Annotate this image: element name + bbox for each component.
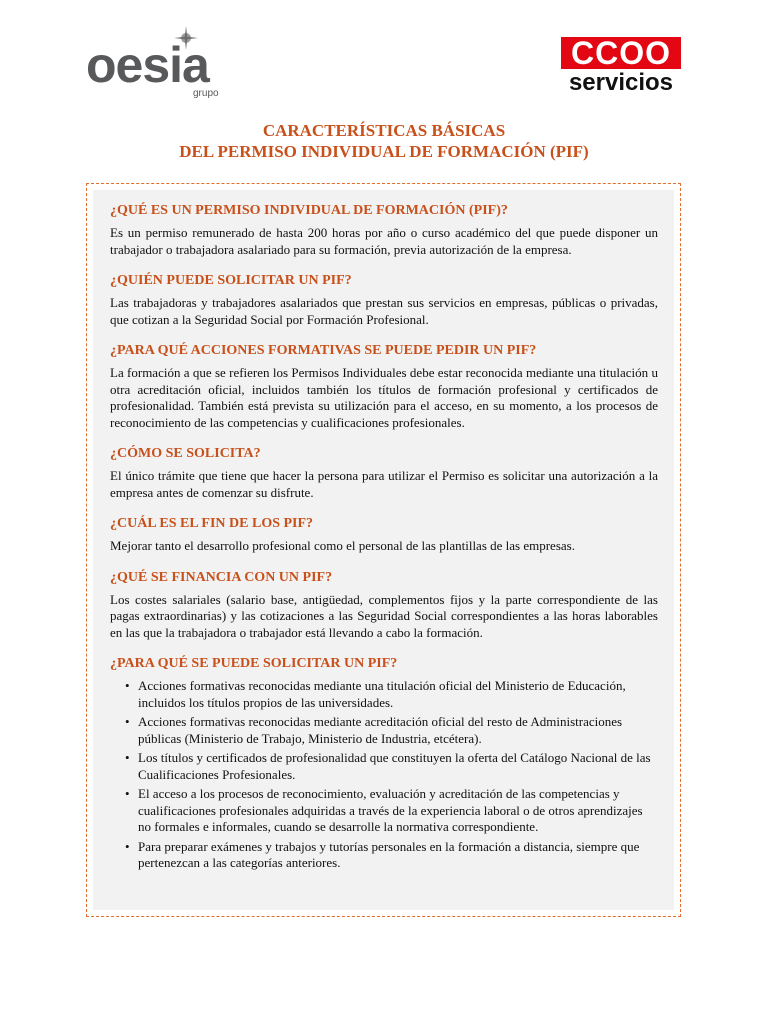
ccoo-subtext: servicios [568,69,674,96]
section-heading: ¿QUIÉN PUEDE SOLICITAR UN PIF? [110,273,352,288]
list-item: • Acciones formativas reconocidas mediante acreditación oficial del resto de Administraciones públicas (Ministerio de Trabajo, Ministerio de Industria, etcétera). [125,714,623,746]
section-what-is [110,202,658,258]
document-title [0,120,768,162]
bullet-icon: • [125,750,130,765]
uses-list [110,678,658,872]
oesia-wordmark: oesia [86,37,209,93]
section-body: Las trabajadoras y trabajadores asalariados que prestan sus servicios en empresas, públicas o privadas, que cotizan a la Seguridad Social por Formación Profesional. [110,295,658,327]
title-line-2: DEL PERMISO INDIVIDUAL DE FORMACIÓN (PIF) [179,142,589,161]
section-heading: ¿PARA QUÉ SE PUEDE SOLICITAR UN PIF? [110,656,398,671]
section-body: El único trámite que tiene que hacer la persona para utilizar el Permiso es solicitar una autorización a la empresa antes de comenzar su disfrute. [110,468,658,500]
section-body: Mejorar tanto el desarrollo profesional como el personal de las plantillas de las empresas. [110,538,575,553]
section-body: Es un permiso remunerado de hasta 200 horas por año o curso académico del que puede disponer un trabajador o trabajadora asalariado para su formación, previa autorización de la empresa. [110,225,658,257]
oesia-logo [86,26,236,100]
section-actions [110,342,658,431]
list-item: • Para preparar exámenes y trabajos y tutorías personales en la formación a distancia, siempre que pertenezcan a las categorías anteriores. [125,838,640,870]
content [110,202,658,875]
section-body: La formación a que se refieren los Permisos Individuales debe estar reconocida mediante una titulación u otra acreditación oficial, incluidos también los títulos de formación profesional y certificados de profesionalidad. También está prevista su utilización para el acceso, en su momento, a los procesos de reconocimiento de las competencias y cualificaciones profesionales. [110,365,658,430]
title-line-1: CARACTERÍSTICAS BÁSICAS [262,121,506,140]
section-heading: ¿CÓMO SE SOLICITA? [110,446,261,461]
section-who [110,272,658,328]
bullet-icon: • [125,714,130,729]
section-body: Los costes salariales (salario base, antigüedad, complementos fijos y la parte correspondiente de las pagas extraordinarias) y las cotizaciones a las Seguridad Social correspondientes a las horas laborables en las que la trabajadora o trabajador está llevando a cabo la formación. [110,591,658,640]
oesia-subtext: grupo [193,88,219,99]
section-heading: ¿QUÉ SE FINANCIA CON UN PIF? [110,569,333,585]
bullet-icon: • [125,838,130,854]
bullet-icon: • [125,786,130,801]
list-item: • Acciones formativas reconocidas mediante una titulación oficial del Ministerio de Educación, incluidos los títulos propios de las universidades. [125,678,626,710]
section-heading: ¿CUÁL ES EL FIN DE LOS PIF? [110,516,314,531]
section-heading: ¿PARA QUÉ ACCIONES FORMATIVAS SE PUEDE PEDIR UN PIF? [110,343,537,358]
ccoo-logo [561,37,681,97]
section-financing [110,569,658,642]
section-heading: ¿QUÉ ES UN PERMISO INDIVIDUAL DE FORMACIÓN (PIF)? [110,203,508,218]
ccoo-wordmark: CCOO [571,35,671,71]
section-how [110,445,658,501]
bullet-icon: • [125,678,130,693]
section-purpose [110,515,658,555]
list-item: • Los títulos y certificados de profesionalidad que constituyen la oferta del Catálogo Nacional de las Cualificaciones Profesionales. [125,750,651,782]
list-item: • El acceso a los procesos de reconocimiento, evaluación y acreditación de las competencias y cualificaciones profesionales adquiridas a través de la experiencia laboral o de otros aprendizajes no formales e informales, cuando se desarrolle la normativa correspondiente. [125,786,643,834]
section-uses [110,655,658,872]
